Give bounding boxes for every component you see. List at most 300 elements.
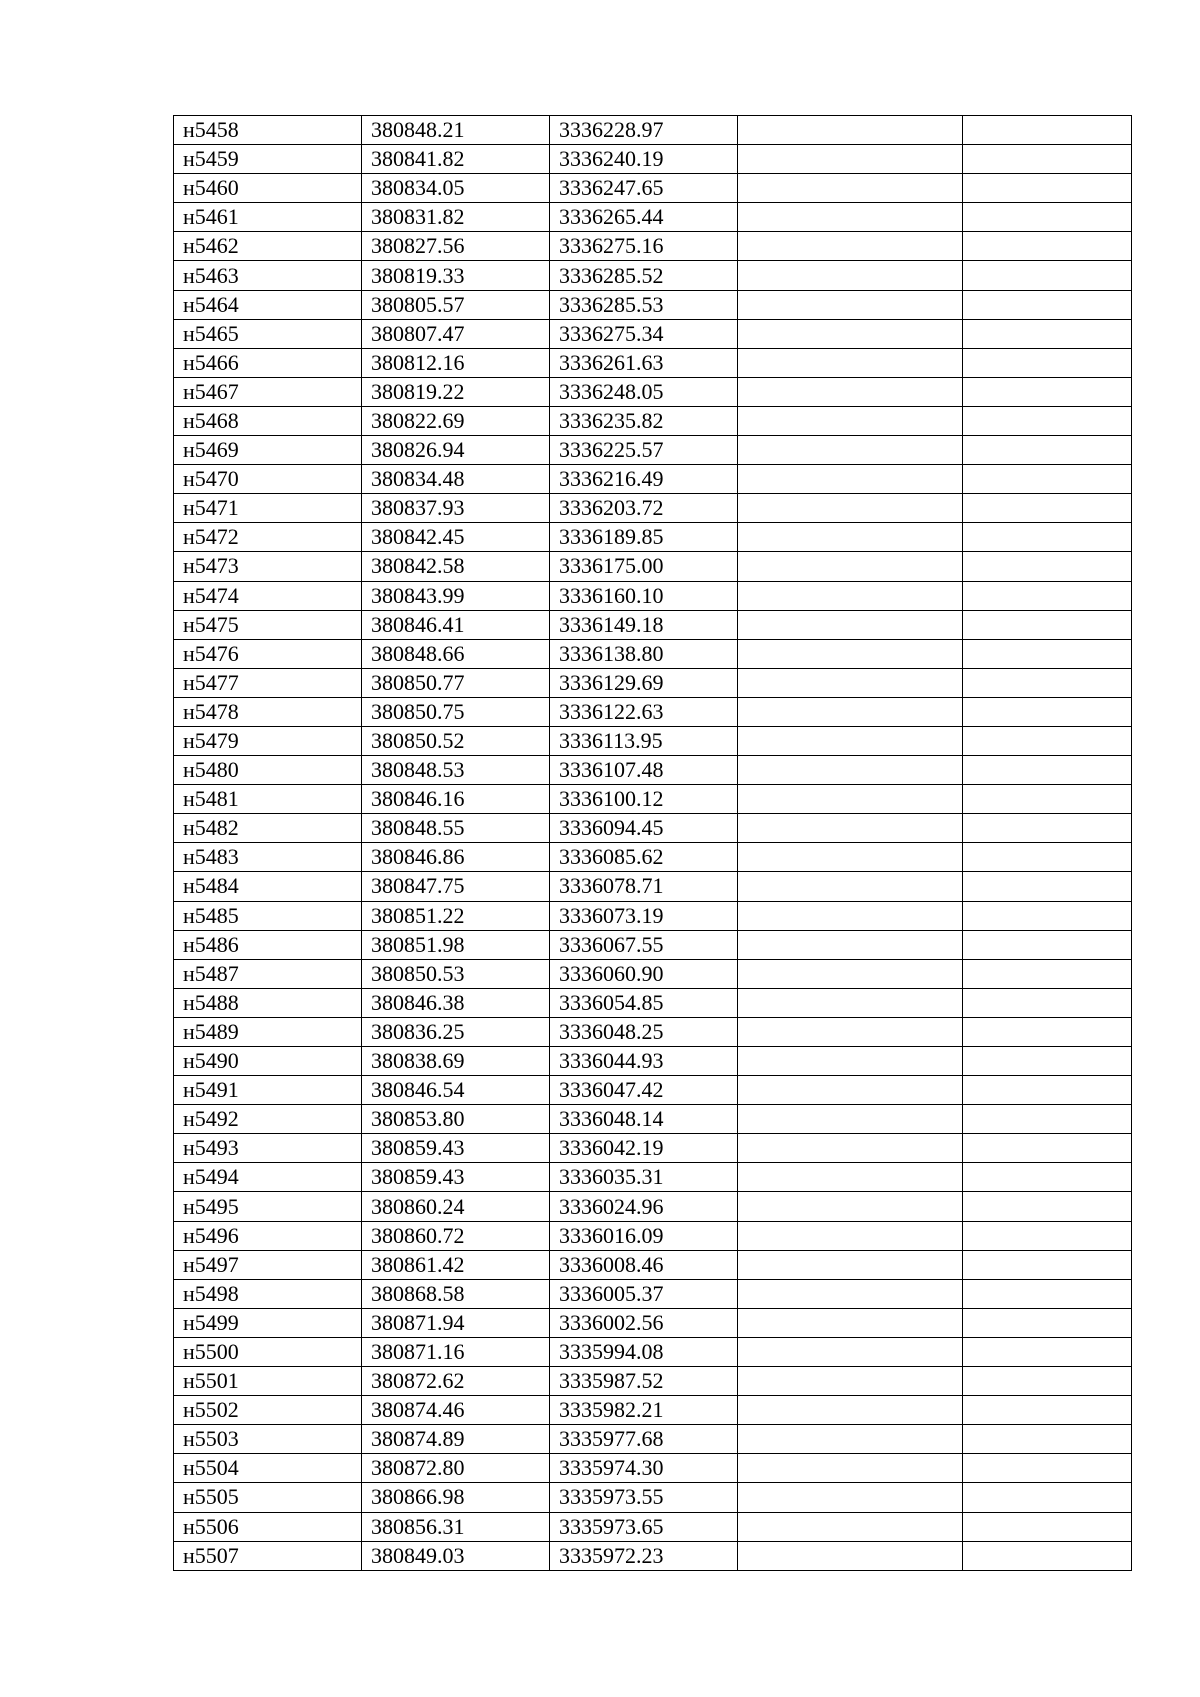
table-row — [174, 1367, 1132, 1396]
y-coordinate-cell: 3336160.10 — [550, 581, 738, 610]
x-coordinate-cell: 380846.41 — [362, 610, 550, 639]
point-id-cell: н5478 — [174, 697, 362, 726]
x-coordinate-cell: 380846.54 — [362, 1076, 550, 1105]
empty-cell-4 — [738, 843, 963, 872]
empty-cell-4 — [738, 726, 963, 755]
empty-cell-5 — [963, 726, 1132, 755]
y-coordinate-cell: 3335972.23 — [550, 1541, 738, 1570]
point-id-cell: н5507 — [174, 1541, 362, 1570]
x-coordinate-cell: 380843.99 — [362, 581, 550, 610]
point-id-cell: н5473 — [174, 552, 362, 581]
empty-cell-4 — [738, 1221, 963, 1250]
empty-cell-5 — [963, 1541, 1132, 1570]
point-id-cell: н5501 — [174, 1367, 362, 1396]
empty-cell-4 — [738, 436, 963, 465]
x-coordinate-cell: 380859.43 — [362, 1163, 550, 1192]
table-row — [174, 1250, 1132, 1279]
y-coordinate-cell: 3336285.53 — [550, 290, 738, 319]
empty-cell-5 — [963, 959, 1132, 988]
empty-cell-4 — [738, 203, 963, 232]
y-coordinate-cell: 3336085.62 — [550, 843, 738, 872]
x-coordinate-cell: 380834.05 — [362, 174, 550, 203]
empty-cell-4 — [738, 814, 963, 843]
x-coordinate-cell: 380841.82 — [362, 145, 550, 174]
y-coordinate-cell: 3336048.14 — [550, 1105, 738, 1134]
x-coordinate-cell: 380848.55 — [362, 814, 550, 843]
empty-cell-4 — [738, 1308, 963, 1337]
point-id-cell: н5476 — [174, 639, 362, 668]
table-row — [174, 872, 1132, 901]
empty-cell-5 — [963, 1483, 1132, 1512]
empty-cell-5 — [963, 1308, 1132, 1337]
table-row — [174, 494, 1132, 523]
empty-cell-5 — [963, 1425, 1132, 1454]
table-row — [174, 901, 1132, 930]
point-id-cell: н5490 — [174, 1047, 362, 1076]
table-row — [174, 814, 1132, 843]
x-coordinate-cell: 380805.57 — [362, 290, 550, 319]
table-row — [174, 261, 1132, 290]
x-coordinate-cell: 380838.69 — [362, 1047, 550, 1076]
x-coordinate-cell: 380851.22 — [362, 901, 550, 930]
empty-cell-5 — [963, 988, 1132, 1017]
point-id-cell: н5462 — [174, 232, 362, 261]
point-id-cell: н5482 — [174, 814, 362, 843]
empty-cell-4 — [738, 116, 963, 145]
y-coordinate-cell: 3336073.19 — [550, 901, 738, 930]
empty-cell-4 — [738, 1367, 963, 1396]
empty-cell-4 — [738, 1337, 963, 1366]
table-row — [174, 639, 1132, 668]
empty-cell-4 — [738, 174, 963, 203]
empty-cell-4 — [738, 1017, 963, 1046]
y-coordinate-cell: 3336138.80 — [550, 639, 738, 668]
x-coordinate-cell: 380819.22 — [362, 377, 550, 406]
y-coordinate-cell: 3336175.00 — [550, 552, 738, 581]
x-coordinate-cell: 380849.03 — [362, 1541, 550, 1570]
point-id-cell: н5475 — [174, 610, 362, 639]
coordinates-table-body — [174, 116, 1132, 1571]
empty-cell-4 — [738, 290, 963, 319]
point-id-cell: н5465 — [174, 319, 362, 348]
point-id-cell: н5470 — [174, 465, 362, 494]
table-row — [174, 581, 1132, 610]
empty-cell-5 — [963, 174, 1132, 203]
point-id-cell: н5489 — [174, 1017, 362, 1046]
table-row — [174, 174, 1132, 203]
x-coordinate-cell: 380851.98 — [362, 930, 550, 959]
y-coordinate-cell: 3335974.30 — [550, 1454, 738, 1483]
empty-cell-4 — [738, 756, 963, 785]
empty-cell-4 — [738, 377, 963, 406]
empty-cell-4 — [738, 552, 963, 581]
y-coordinate-cell: 3336078.71 — [550, 872, 738, 901]
point-id-cell: н5485 — [174, 901, 362, 930]
point-id-cell: н5505 — [174, 1483, 362, 1512]
empty-cell-5 — [963, 261, 1132, 290]
empty-cell-5 — [963, 1017, 1132, 1046]
point-id-cell: н5458 — [174, 116, 362, 145]
y-coordinate-cell: 3336113.95 — [550, 726, 738, 755]
x-coordinate-cell: 380853.80 — [362, 1105, 550, 1134]
empty-cell-4 — [738, 465, 963, 494]
table-row — [174, 1279, 1132, 1308]
point-id-cell: н5487 — [174, 959, 362, 988]
empty-cell-4 — [738, 1163, 963, 1192]
point-id-cell: н5486 — [174, 930, 362, 959]
table-row — [174, 436, 1132, 465]
empty-cell-5 — [963, 668, 1132, 697]
table-row — [174, 1076, 1132, 1105]
table-row — [174, 930, 1132, 959]
y-coordinate-cell: 3336228.97 — [550, 116, 738, 145]
empty-cell-5 — [963, 348, 1132, 377]
empty-cell-5 — [963, 523, 1132, 552]
x-coordinate-cell: 380860.72 — [362, 1221, 550, 1250]
x-coordinate-cell: 380827.56 — [362, 232, 550, 261]
x-coordinate-cell: 380847.75 — [362, 872, 550, 901]
table-row — [174, 1192, 1132, 1221]
y-coordinate-cell: 3336275.16 — [550, 232, 738, 261]
empty-cell-5 — [963, 1396, 1132, 1425]
table-row — [174, 756, 1132, 785]
empty-cell-4 — [738, 348, 963, 377]
y-coordinate-cell: 3336016.09 — [550, 1221, 738, 1250]
y-coordinate-cell: 3335977.68 — [550, 1425, 738, 1454]
y-coordinate-cell: 3335973.55 — [550, 1483, 738, 1512]
y-coordinate-cell: 3336048.25 — [550, 1017, 738, 1046]
empty-cell-4 — [738, 1134, 963, 1163]
point-id-cell: н5461 — [174, 203, 362, 232]
table-row — [174, 145, 1132, 174]
empty-cell-5 — [963, 610, 1132, 639]
empty-cell-5 — [963, 290, 1132, 319]
table-row — [174, 1337, 1132, 1366]
point-id-cell: н5504 — [174, 1454, 362, 1483]
empty-cell-5 — [963, 552, 1132, 581]
y-coordinate-cell: 3336265.44 — [550, 203, 738, 232]
x-coordinate-cell: 380850.53 — [362, 959, 550, 988]
empty-cell-4 — [738, 1425, 963, 1454]
empty-cell-5 — [963, 1367, 1132, 1396]
y-coordinate-cell: 3336240.19 — [550, 145, 738, 174]
y-coordinate-cell: 3336107.48 — [550, 756, 738, 785]
table-row — [174, 552, 1132, 581]
empty-cell-5 — [963, 145, 1132, 174]
empty-cell-4 — [738, 581, 963, 610]
empty-cell-5 — [963, 901, 1132, 930]
y-coordinate-cell: 3336042.19 — [550, 1134, 738, 1163]
point-id-cell: н5495 — [174, 1192, 362, 1221]
y-coordinate-cell: 3336008.46 — [550, 1250, 738, 1279]
x-coordinate-cell: 380848.66 — [362, 639, 550, 668]
point-id-cell: н5488 — [174, 988, 362, 1017]
table-row — [174, 523, 1132, 552]
table-row — [174, 1221, 1132, 1250]
y-coordinate-cell: 3336094.45 — [550, 814, 738, 843]
table-row — [174, 232, 1132, 261]
table-row — [174, 843, 1132, 872]
x-coordinate-cell: 380859.43 — [362, 1134, 550, 1163]
empty-cell-5 — [963, 1250, 1132, 1279]
empty-cell-4 — [738, 1483, 963, 1512]
table-row — [174, 348, 1132, 377]
table-row — [174, 1017, 1132, 1046]
y-coordinate-cell: 3336248.05 — [550, 377, 738, 406]
empty-cell-5 — [963, 116, 1132, 145]
empty-cell-4 — [738, 930, 963, 959]
point-id-cell: н5496 — [174, 1221, 362, 1250]
empty-cell-5 — [963, 1512, 1132, 1541]
table-row — [174, 465, 1132, 494]
empty-cell-4 — [738, 901, 963, 930]
y-coordinate-cell: 3335982.21 — [550, 1396, 738, 1425]
x-coordinate-cell: 380842.58 — [362, 552, 550, 581]
empty-cell-5 — [963, 843, 1132, 872]
table-row — [174, 1512, 1132, 1541]
x-coordinate-cell: 380837.93 — [362, 494, 550, 523]
table-row — [174, 377, 1132, 406]
table-row — [174, 1454, 1132, 1483]
x-coordinate-cell: 380842.45 — [362, 523, 550, 552]
empty-cell-4 — [738, 1541, 963, 1570]
table-row — [174, 1396, 1132, 1425]
table-row — [174, 1308, 1132, 1337]
point-id-cell: н5460 — [174, 174, 362, 203]
table-row — [174, 988, 1132, 1017]
x-coordinate-cell: 380822.69 — [362, 406, 550, 435]
empty-cell-5 — [963, 1279, 1132, 1308]
y-coordinate-cell: 3336044.93 — [550, 1047, 738, 1076]
y-coordinate-cell: 3336122.63 — [550, 697, 738, 726]
empty-cell-4 — [738, 232, 963, 261]
x-coordinate-cell: 380872.62 — [362, 1367, 550, 1396]
point-id-cell: н5464 — [174, 290, 362, 319]
table-row — [174, 319, 1132, 348]
x-coordinate-cell: 380819.33 — [362, 261, 550, 290]
empty-cell-4 — [738, 1105, 963, 1134]
x-coordinate-cell: 380850.52 — [362, 726, 550, 755]
table-row — [174, 1541, 1132, 1570]
table-row — [174, 1105, 1132, 1134]
point-id-cell: н5472 — [174, 523, 362, 552]
point-id-cell: н5491 — [174, 1076, 362, 1105]
empty-cell-5 — [963, 639, 1132, 668]
point-id-cell: н5500 — [174, 1337, 362, 1366]
empty-cell-5 — [963, 1454, 1132, 1483]
y-coordinate-cell: 3336047.42 — [550, 1076, 738, 1105]
point-id-cell: н5469 — [174, 436, 362, 465]
empty-cell-4 — [738, 610, 963, 639]
y-coordinate-cell: 3336067.55 — [550, 930, 738, 959]
x-coordinate-cell: 380874.89 — [362, 1425, 550, 1454]
y-coordinate-cell: 3336035.31 — [550, 1163, 738, 1192]
x-coordinate-cell: 380850.75 — [362, 697, 550, 726]
table-row — [174, 1047, 1132, 1076]
x-coordinate-cell: 380866.98 — [362, 1483, 550, 1512]
x-coordinate-cell: 380856.31 — [362, 1512, 550, 1541]
x-coordinate-cell: 380836.25 — [362, 1017, 550, 1046]
y-coordinate-cell: 3335987.52 — [550, 1367, 738, 1396]
table-row — [174, 668, 1132, 697]
empty-cell-5 — [963, 756, 1132, 785]
x-coordinate-cell: 380871.16 — [362, 1337, 550, 1366]
x-coordinate-cell: 380812.16 — [362, 348, 550, 377]
point-id-cell: н5479 — [174, 726, 362, 755]
empty-cell-5 — [963, 785, 1132, 814]
empty-cell-5 — [963, 406, 1132, 435]
point-id-cell: н5466 — [174, 348, 362, 377]
empty-cell-4 — [738, 1250, 963, 1279]
point-id-cell: н5471 — [174, 494, 362, 523]
y-coordinate-cell: 3336235.82 — [550, 406, 738, 435]
y-coordinate-cell: 3336002.56 — [550, 1308, 738, 1337]
table-row — [174, 1425, 1132, 1454]
point-id-cell: н5484 — [174, 872, 362, 901]
empty-cell-4 — [738, 1047, 963, 1076]
y-coordinate-cell: 3336285.52 — [550, 261, 738, 290]
x-coordinate-cell: 380846.86 — [362, 843, 550, 872]
table-row — [174, 1163, 1132, 1192]
y-coordinate-cell: 3335994.08 — [550, 1337, 738, 1366]
y-coordinate-cell: 3336060.90 — [550, 959, 738, 988]
y-coordinate-cell: 3336216.49 — [550, 465, 738, 494]
point-id-cell: н5494 — [174, 1163, 362, 1192]
table-row — [174, 290, 1132, 319]
x-coordinate-cell: 380831.82 — [362, 203, 550, 232]
x-coordinate-cell: 380846.16 — [362, 785, 550, 814]
empty-cell-5 — [963, 872, 1132, 901]
x-coordinate-cell: 380868.58 — [362, 1279, 550, 1308]
empty-cell-4 — [738, 959, 963, 988]
point-id-cell: н5493 — [174, 1134, 362, 1163]
x-coordinate-cell: 380848.53 — [362, 756, 550, 785]
table-row — [174, 610, 1132, 639]
x-coordinate-cell: 380860.24 — [362, 1192, 550, 1221]
x-coordinate-cell: 380871.94 — [362, 1308, 550, 1337]
point-id-cell: н5502 — [174, 1396, 362, 1425]
empty-cell-4 — [738, 785, 963, 814]
empty-cell-4 — [738, 1396, 963, 1425]
point-id-cell: н5474 — [174, 581, 362, 610]
point-id-cell: н5506 — [174, 1512, 362, 1541]
empty-cell-4 — [738, 872, 963, 901]
point-id-cell: н5497 — [174, 1250, 362, 1279]
y-coordinate-cell: 3336275.34 — [550, 319, 738, 348]
empty-cell-5 — [963, 232, 1132, 261]
empty-cell-5 — [963, 814, 1132, 843]
y-coordinate-cell: 3336261.63 — [550, 348, 738, 377]
point-id-cell: н5459 — [174, 145, 362, 174]
empty-cell-5 — [963, 697, 1132, 726]
empty-cell-4 — [738, 697, 963, 726]
empty-cell-4 — [738, 1512, 963, 1541]
table-row — [174, 785, 1132, 814]
point-id-cell: н5480 — [174, 756, 362, 785]
point-id-cell: н5492 — [174, 1105, 362, 1134]
empty-cell-4 — [738, 319, 963, 348]
empty-cell-5 — [963, 1105, 1132, 1134]
y-coordinate-cell: 3336054.85 — [550, 988, 738, 1017]
point-id-cell: н5468 — [174, 406, 362, 435]
x-coordinate-cell: 380846.38 — [362, 988, 550, 1017]
point-id-cell: н5483 — [174, 843, 362, 872]
table-row — [174, 697, 1132, 726]
empty-cell-5 — [963, 1192, 1132, 1221]
empty-cell-5 — [963, 494, 1132, 523]
empty-cell-5 — [963, 203, 1132, 232]
empty-cell-5 — [963, 377, 1132, 406]
y-coordinate-cell: 3336024.96 — [550, 1192, 738, 1221]
x-coordinate-cell: 380848.21 — [362, 116, 550, 145]
point-id-cell: н5463 — [174, 261, 362, 290]
empty-cell-5 — [963, 1076, 1132, 1105]
empty-cell-4 — [738, 494, 963, 523]
point-id-cell: н5467 — [174, 377, 362, 406]
empty-cell-4 — [738, 261, 963, 290]
empty-cell-5 — [963, 1134, 1132, 1163]
table-row — [174, 726, 1132, 755]
empty-cell-5 — [963, 1163, 1132, 1192]
empty-cell-5 — [963, 930, 1132, 959]
empty-cell-4 — [738, 145, 963, 174]
empty-cell-4 — [738, 523, 963, 552]
empty-cell-5 — [963, 581, 1132, 610]
x-coordinate-cell: 380834.48 — [362, 465, 550, 494]
point-id-cell: н5499 — [174, 1308, 362, 1337]
table-row — [174, 203, 1132, 232]
table-row — [174, 1134, 1132, 1163]
table-row — [174, 959, 1132, 988]
y-coordinate-cell: 3336005.37 — [550, 1279, 738, 1308]
x-coordinate-cell: 380861.42 — [362, 1250, 550, 1279]
y-coordinate-cell: 3336189.85 — [550, 523, 738, 552]
empty-cell-4 — [738, 668, 963, 697]
y-coordinate-cell: 3336247.65 — [550, 174, 738, 203]
empty-cell-4 — [738, 988, 963, 1017]
empty-cell-4 — [738, 1279, 963, 1308]
x-coordinate-cell: 380850.77 — [362, 668, 550, 697]
y-coordinate-cell: 3335973.65 — [550, 1512, 738, 1541]
x-coordinate-cell: 380872.80 — [362, 1454, 550, 1483]
y-coordinate-cell: 3336100.12 — [550, 785, 738, 814]
x-coordinate-cell: 380874.46 — [362, 1396, 550, 1425]
table-row — [174, 1483, 1132, 1512]
empty-cell-4 — [738, 1454, 963, 1483]
empty-cell-5 — [963, 465, 1132, 494]
y-coordinate-cell: 3336149.18 — [550, 610, 738, 639]
y-coordinate-cell: 3336129.69 — [550, 668, 738, 697]
empty-cell-4 — [738, 406, 963, 435]
table-row — [174, 116, 1132, 145]
point-id-cell: н5503 — [174, 1425, 362, 1454]
empty-cell-5 — [963, 436, 1132, 465]
y-coordinate-cell: 3336203.72 — [550, 494, 738, 523]
empty-cell-5 — [963, 1337, 1132, 1366]
empty-cell-5 — [963, 1047, 1132, 1076]
y-coordinate-cell: 3336225.57 — [550, 436, 738, 465]
table-row — [174, 406, 1132, 435]
empty-cell-4 — [738, 1192, 963, 1221]
empty-cell-5 — [963, 1221, 1132, 1250]
empty-cell-4 — [738, 1076, 963, 1105]
x-coordinate-cell: 380807.47 — [362, 319, 550, 348]
point-id-cell: н5481 — [174, 785, 362, 814]
x-coordinate-cell: 380826.94 — [362, 436, 550, 465]
empty-cell-5 — [963, 319, 1132, 348]
point-id-cell: н5498 — [174, 1279, 362, 1308]
coordinates-table — [173, 115, 1132, 1571]
